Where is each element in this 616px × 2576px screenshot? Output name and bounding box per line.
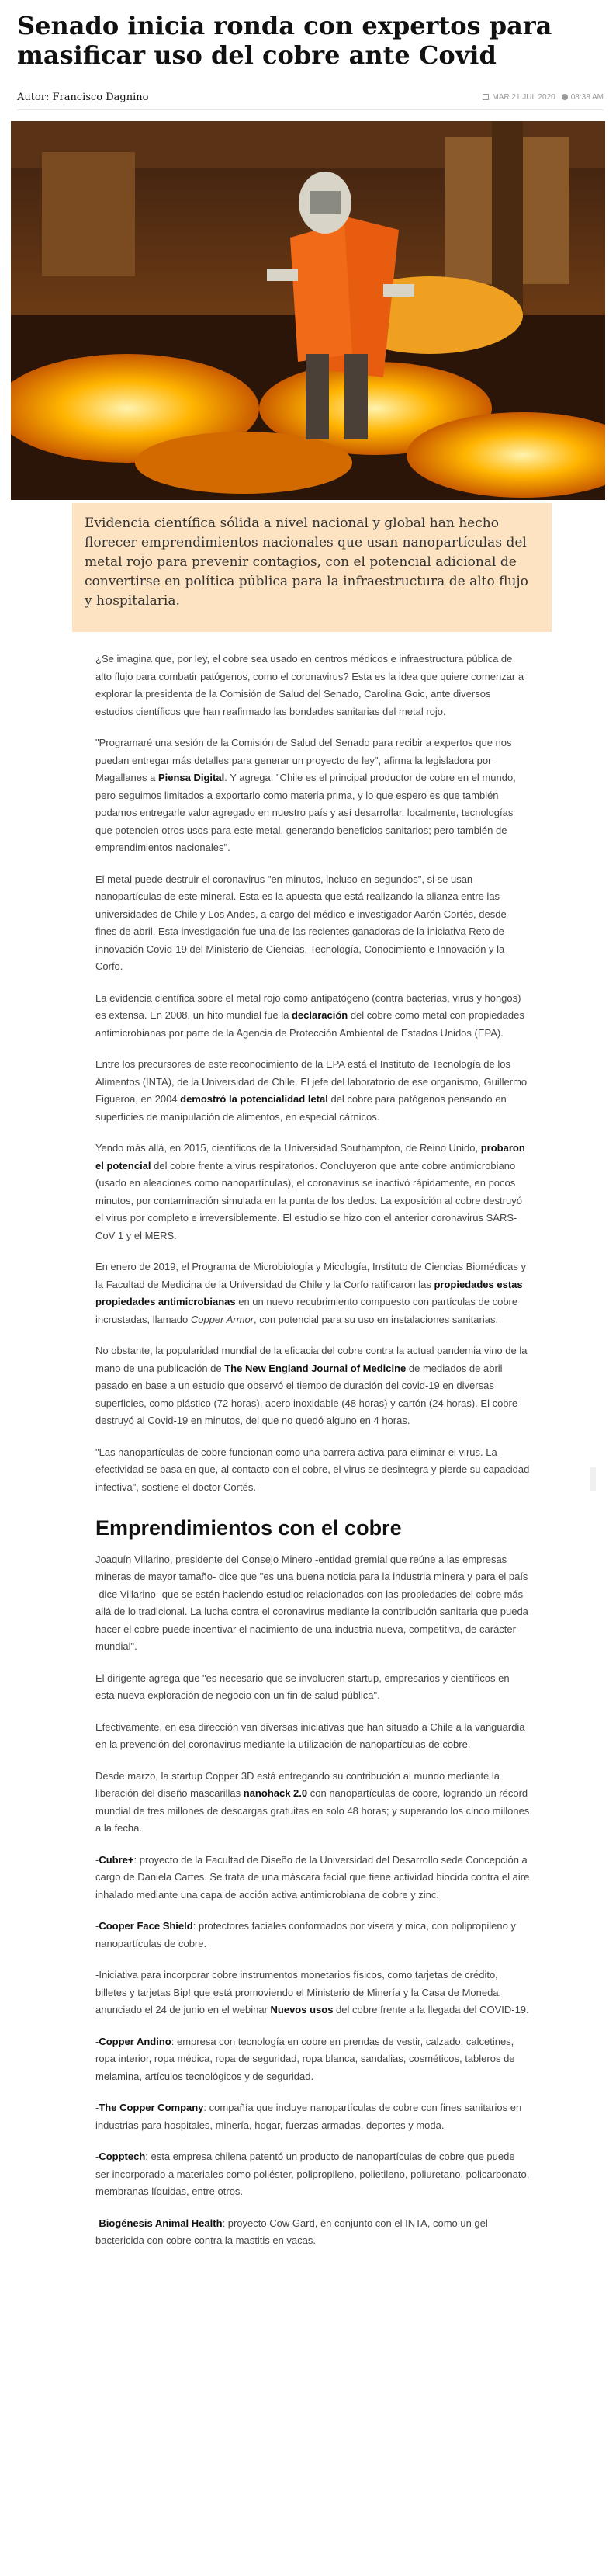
link-copptech[interactable]: Copptech <box>99 2151 146 2162</box>
article-title: Senado inicia ronda con expertos para masificar uso del cobre ante Covid <box>17 11 552 70</box>
link-demostro[interactable]: demostró la potencialidad letal <box>180 1093 328 1105</box>
link-nuevos-usos[interactable]: Nuevos usos <box>270 2004 334 2015</box>
divider <box>17 109 604 110</box>
link-nanohack[interactable]: nanohack 2.0 <box>243 1787 308 1799</box>
lead-paragraph: Evidencia científica sólida a nivel nacional y global han hecho florecer emprendimientos nacionales que usan nanopartículas del metal rojo para prevenir contagios, con el potencial adicional de convertirse en política pública para la infraestructura de alto flujo y hospitalaria. <box>72 503 552 632</box>
article-meta <box>17 87 604 107</box>
list-item: -Cooper Face Shield: protectores faciales conformados por visera y mica, con polipropileno y nanopartículas de cobre. <box>95 1920 516 1949</box>
paragraph: Desde marzo, la startup Copper 3D está entregando su contribución al mundo mediante la liberación del diseño mascarillas nanohack 2.0 con nanopartículas de cobre, logrando un récord mundial de tres millones de descargas gratuitas en solo 48 horas; y superando los cinco millones a la fecha. <box>95 1769 530 1834</box>
article-body <box>95 637 530 2250</box>
paragraph: Joaquín Villarino, presidente del Consejo Minero -entidad gremial que reúne a las empresas mineras de mayor tamaño- dice que "es una buena noticia para la industria minera y para el país -dice Villarino- que se estén haciendo estudios relacionados con las propiedades del cobre más allá de lo tradicional. La lucha contra el coronavirus mediante la contribución sanitaria que pueda hacer el cobre puede incentivar el nacimiento de una industria nueva, competitiva, de carácter mundial". <box>95 1553 528 1652</box>
list-item: -Copptech: esta empresa chilena patentó un producto de nanopartículas de cobre que puede ser incorporado a materiales como poliéster, polipropileno, polietileno, poliuretano, policarbonato, membranas líquidas, entre otros. <box>95 2151 530 2197</box>
paragraph: ¿Se imagina que, por ley, el cobre sea usado en centros médicos e infraestructura pública de alto flujo para combatir patógenos, como el coronavirus? Esta es la idea que quiere comenzar a explorar la presidenta de la Comisión de Salud del Senado, Carolina Goic, ante diversos estudios científicos que han reafirmado las bondades sanitarias del metal rojo. <box>95 653 524 717</box>
paragraph: "Programaré una sesión de la Comisión de Salud del Senado para recibir a expertos que nos puedan entregar más detalles para generar un proyecto de ley", afirma la legisladora por Magallanes a Piensa Digital. Y agrega: "Chile es el principal productor de cobre en el mundo, pero seguimos limitados a exportarlo como materia prima, y lo que espero es que también podamos entregarle valor agregado en nuestro país y así desarrollar, localmente, tecnologías que potencien otros usos para este metal, generando beneficios sanitarios; pero también de emprendimientos nacionales". <box>95 737 516 853</box>
hero-image-copper-worker <box>11 121 605 500</box>
list-item: -Copper Andino: empresa con tecnología en cobre en prendas de vestir, calzado, calcetines, ropa interior, ropa médica, ropa de seguridad, ropa blanca, sandalias, cosméticos, tableros de melamina, artículos tecnológicos y de seguridad. <box>95 2035 515 2082</box>
link-propiedades[interactable]: propiedades estas propiedades antimicrobianas <box>95 1278 523 1307</box>
link-probaron[interactable]: probaron el potencial <box>95 1142 525 1172</box>
link-copper-company[interactable]: The Copper Company <box>99 2102 204 2113</box>
clock-icon <box>562 94 568 100</box>
paragraph: Yendo más allá, en 2015, científicos de la Universidad Southampton, de Reino Unido, probaron el potencial del cobre frente a virus respiratorios. Concluyeron que ante cobre antimicrobiano (usado en aleaciones como nanopartículas), el coronavirus se inactivó rápidamente, en pocos minutos, por contaminación simulada en la punta de los dedos. La exposición al cobre destruyó el virus por completo e irreversiblemente. El estudio se hizo con el anterior coronavirus SARS-CoV 1 y el MERS. <box>95 1142 525 1241</box>
paragraph: En enero de 2019, el Programa de Microbiología y Micología, Instituto de Ciencias Biomédicas y la Facultad de Medicina de la Universidad de Chile y la Corfo ratificaron las propiedades estas propiedades antimicrobianas en un nuevo recubrimiento compuesto con partículas de cobre incrustadas, llamado Copper Armor, con potencial para su uso en instalaciones sanitarias. <box>95 1261 526 1325</box>
publish-info <box>483 93 604 102</box>
list-item: -Cubre+: proyecto de la Facultad de Diseño de la Universidad del Desarrollo sede Concepción a cargo de Daniela Cartes. Se trata de una máscara facial que tiene actividad biocida contra el aire inhalado mediante una capa de acción activa antimicrobiana de cobre y zinc. <box>95 1853 530 1901</box>
publish-time: 08:38 AM <box>570 92 604 102</box>
paragraph: Entre los precursores de este reconocimiento de la EPA está el Instituto de Tecnología de los Alimentos (INTA), de la Universidad de Chile. El jefe del laboratorio de ese organismo, Guillermo Figueroa, en 2004 demostró la potencialidad letal del cobre para patógenos pensando en superficies de manipulación de alimentos, en especial cárnicos. <box>95 1058 528 1123</box>
link-cubre[interactable]: Cubre+ <box>99 1853 134 1866</box>
calendar-icon <box>483 94 489 100</box>
link-nejm[interactable]: The New England Journal of Medicine <box>224 1362 407 1374</box>
paragraph: El metal puede destruir el coronavirus "en minutos, incluso en segundos", si se usan nanopartículas de este mineral. Esta es la apuesta que está realizando la alianza entre las universidades de Chile y Los Andes, a cargo del médico e investigador Aarón Cortés, desde fines de abril. Esta investigación fue una de las recientes ganadoras de la iniciativa Reto de innovación Covid-19 del Ministerio de Ciencias, Tecnología, Conocimiento e Innovación y la Corfo. <box>95 873 507 972</box>
paragraph: Efectivamente, en esa dirección van diversas iniciativas que han situado a Chile a la vanguardia en la prevención del coronavirus mediante la utilización de nanopartículas de cobre. <box>95 1720 525 1750</box>
section-heading: Emprendimientos con el cobre <box>95 1516 402 1540</box>
paragraph: El dirigente agrega que "es necesario que se involucren startup, empresarios y científicos en esta nueva exploración de negocio con un fin de salud pública". <box>95 1672 510 1701</box>
paragraph: "Las nanopartículas de cobre funcionan como una barrera activa para eliminar el virus. La efectividad se basa en que, al contacto con el cobre, el virus se desintegra y pierde su capacidad infectiva", sostiene el doctor Cortés. <box>95 1446 530 1493</box>
scroll-indicator[interactable] <box>590 1467 596 1491</box>
paragraph: La evidencia científica sobre el metal rojo como antipatógeno (contra bacterias, virus y hongos) es extensa. En 2008, un hito mundial fue la declaración del cobre como metal con propiedades antimicrobianas por parte de la Agencia de Protección Ambiental de Estados Unidos (EPA). <box>95 991 524 1039</box>
link-cooper-face-shield[interactable]: Cooper Face Shield <box>99 1920 193 1932</box>
list-item: -Iniciativa para incorporar cobre instrumentos monetarios físicos, como tarjetas de crédito, billetes y tarjetas Bip! que está promoviendo el Ministerio de Minería y la Casa de Moneda, anunciado el 24 de junio en el webinar Nuevos usos del cobre frente a la llegada del COVID-19. <box>95 1969 529 2015</box>
list-item: -The Copper Company: compañía que incluye nanopartículas de cobre con fines sanitarios en industrias para hospitales, minería, hogar, fuerzas armadas, deportes y moda. <box>95 2102 522 2131</box>
list-item: -Biogénesis Animal Health: proyecto Cow Gard, en conjunto con el INTA, como un gel bactericida con cobre contra la mastitis en vacas. <box>95 2217 488 2246</box>
link-declaracion[interactable]: declaración <box>291 1009 348 1021</box>
link-biogenesis[interactable]: Biogénesis Animal Health <box>99 2217 223 2229</box>
paragraph: No obstante, la popularidad mundial de la eficacia del cobre contra la actual pandemia vino de la mano de una publicación de The New England Journal of Medicine de mediados de abril pasado en base a un estudio que observó el tiempo de duración del covid-19 en diversas superficies, como plástico (72 horas), acero inoxidable (48 horas) y cartón (24 horas). El cobre destruyó al Covid-19 en minutos, del que no quedó alguno en 4 horas. <box>95 1345 528 1426</box>
publish-date: MAR 21 JUL 2020 <box>492 92 555 102</box>
author-name: Autor: Francisco Dagnino <box>17 91 149 103</box>
link-copper-andino[interactable]: Copper Andino <box>99 2035 171 2047</box>
